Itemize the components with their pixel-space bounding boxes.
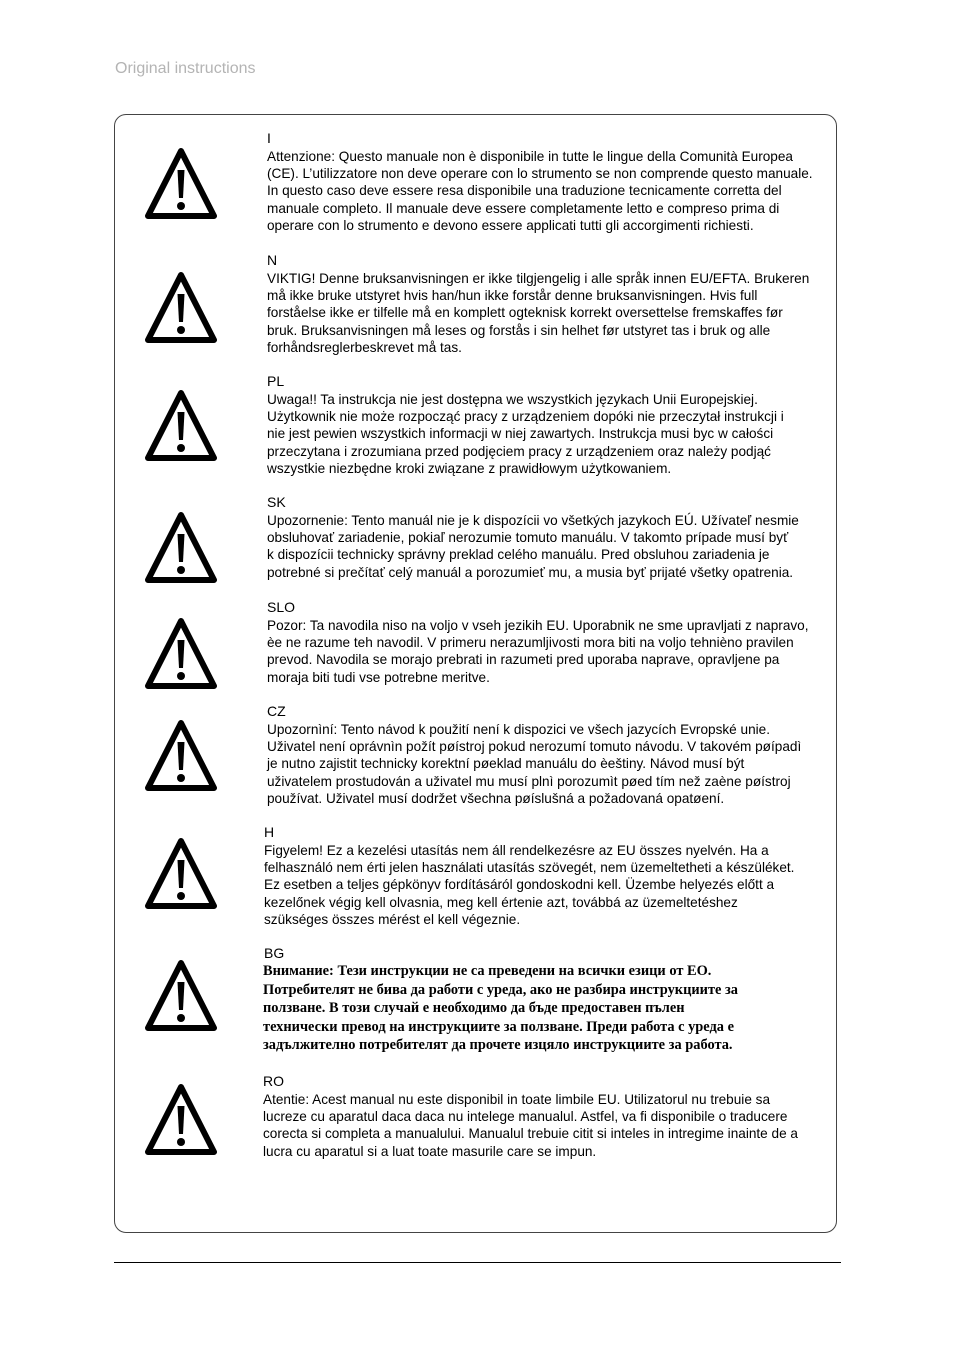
warning-text-line: je nutno zajistit technicky korektní pøeklad manuálu do èeštiny. Návod musí být [267, 756, 745, 772]
warning-text-line: prevod. Navodila se morajo prebrati in razumeti pred uporaba naprave, opravljene pa [267, 652, 780, 668]
warning-text-line: forhåndsreglerbeskrevet må tas. [267, 339, 462, 355]
warning-text-line: задължително потребителят да прочете изцяло инструкциите за работа. [263, 1037, 733, 1054]
warning-triangle-icon [144, 616, 218, 690]
language-code: CZ [267, 703, 286, 719]
warning-text-line: Upozornenie: Tento manuál nie je k dispozícii vo všetkých jazykoch EÚ. Užívateľ nesmie [267, 513, 799, 528]
language-code: SLO [267, 599, 296, 615]
warning-text-line: Ez esetben a teljes gépkönyv fordításáról gondoskodni kell. Üzembe helyezés előtt a [264, 877, 775, 893]
warning-text-line: používat. Uživatel musí dodržet všechna pøíslušná a požadovaná opatøení. [267, 790, 725, 806]
warning-text [267, 512, 799, 581]
warning-text-line: èe ne razume teh navodil. V primeru nerazumljivosti mora biti na voljo tehnièno pravilen [267, 635, 794, 651]
warning-triangle-icon [144, 836, 218, 910]
warning-text-line: технически превод на инструкциите за ползване. Преди работа с уреда е [263, 1018, 734, 1035]
warning-text-line: operare con lo strumento e devono essere applicati tutti gli accorgimenti richiesti. [267, 217, 754, 233]
warning-text [267, 270, 809, 356]
language-code: RO [263, 1073, 284, 1089]
warning-triangle-icon [144, 146, 218, 220]
warning-text [267, 148, 813, 234]
warning-text-line: In questo caso deve essere resa disponibile una traduzione tecnicamente corretta del [267, 183, 782, 199]
language-code: SK [267, 494, 286, 510]
warning-text-line: potrebné si prečítať celý manuál a porozumieť mu, a musia byť prijaté všetky opatrenia. [267, 564, 794, 580]
warning-text-line: Atentie: Acest manual nu este disponibil in toate limbile EU. Utilizatorul nu trebuie sa [263, 1092, 771, 1107]
warning-text [267, 721, 801, 807]
language-code: N [267, 252, 278, 268]
warning-text-line: bruk. Bruksanvisningen må leses og forstås i sin helhet før utstyret tas i bruk og alle [267, 322, 771, 338]
warning-text-line: wszystkie niezbędne kroki związane z prawidłowym użytkowaniem. [267, 460, 672, 476]
warning-text-line: lucra cu aparatul si a luat toate masurile care se impun. [263, 1143, 597, 1159]
warning-text-line: (CE). L’utilizzatore non deve operare con lo strumento se non comprende questo manuale. [267, 166, 813, 182]
warning-text-line: obsluhovať zariadenie, pokiaľ nerozumie tomuto manuálu. V takomto prípade musí byť [267, 530, 789, 546]
warning-text-line: Attenzione: Questo manuale non è disponibile in tutte le lingue della Comunità Europea [267, 149, 793, 164]
warning-text-line: felhasználó nem érti jelen használati utasítás szövegét, nem üzemeltetheti a készüléket. [264, 860, 795, 876]
language-code: I [267, 130, 271, 146]
warning-text-line: corecta si completa a manualului. Manualul trebuie citit si inteles in intregime inainte de a [263, 1126, 798, 1142]
warning-text-line: szükséges összes mérést el kell végeznie. [264, 911, 521, 927]
warning-text-line: lucreze cu aparatul daca daca nu intelege manualul. Astfel, va fi disponibile o traducere [263, 1109, 788, 1125]
footer-divider [114, 1262, 841, 1263]
warning-text-line: må ikke bruke utstyret hvis han/hun ikke forstår denne bruksanvisningen. Hvis full [267, 288, 758, 304]
warning-text [267, 391, 784, 477]
warning-text-line: Pozor: Ta navodila niso na voljo v vseh jezikih EU. Uporabnik ne sme upravljati z napravo, [267, 618, 809, 633]
warning-text-line: ползване. В този случай е необходимо да бъде предоставен пълен [263, 1000, 685, 1017]
warning-text-line: forståelse ikke er tilfelle må en komplett ogteknisk korrekt oversettelse fremskaffes før [267, 305, 783, 321]
language-code: BG [264, 945, 285, 961]
warning-text-line: Figyelem! Ez a kezelési utasítás nem áll rendelkezésre az EU összes nyelvén. Ha a [264, 843, 769, 858]
warning-triangle-icon [144, 388, 218, 462]
warning-text-line: Внимание: Тези инструкции не са преведени на всички езици от ЕО. [263, 963, 712, 979]
warning-text-line: Upozornìní: Tento návod k použití není k dispozici ve všech jazycích Evropské unie. [267, 722, 770, 737]
warning-text-line: manuale completo. Il manuale deve essere completamente letto e compreso prima di [267, 200, 780, 216]
language-code: PL [267, 373, 285, 389]
warning-triangle-icon [144, 270, 218, 344]
warning-text-line: moraja biti tudi vse potrebne meritve. [267, 669, 490, 685]
warning-text-line: nie jest pewien wszystkich informacji w niej zawartych. Instrukcja musi byc w całości [267, 426, 774, 442]
warning-triangle-icon [144, 958, 218, 1032]
warning-text-line: Потребителят не бива да работи с уреда, ако не разбира инструкциите за [263, 981, 738, 998]
warning-triangle-icon [144, 510, 218, 584]
warning-text-line: przeczytana i zrozumiana przed podjęciem pracy z urządzeniem oraz należy podjąć [267, 443, 771, 459]
warning-text-line: uživatelem prostudován a uživatel mu musí plnì porozumìt pøed tím než zaène pøístroj [267, 773, 791, 789]
warning-triangle-icon [144, 718, 218, 792]
warning-triangle-icon [144, 1082, 218, 1156]
warning-text-line: kezelőnek végig kell olvasnia, meg kell értenie azt, továbbá az üzemeltetéshez [264, 894, 738, 910]
warning-text-line: k dispozícii technicky správny preklad celého manuálu. Pred obsluhou zariadenia je [267, 547, 770, 563]
page-header-title: Original instructions [115, 60, 256, 77]
warning-text [263, 962, 738, 1055]
warning-text-line: Użytkownik nie może rozpocząć pracy z urządzeniem dopóki nie przeczytał instrukcji i [267, 409, 784, 425]
warning-text-line: Uwaga!! Ta instrukcja nie jest dostępna we wszystkich językach Unii Europejskiej. [267, 392, 758, 407]
language-code: H [264, 824, 275, 840]
warning-text [263, 1091, 798, 1160]
warning-text-line: VIKTIG! Denne bruksanvisningen er ikke tilgjengelig i alle språk innen EU/EFTA. Brukeren [267, 271, 810, 286]
warning-text-line: Uživatel není oprávnìn požít pøístroj pokud nerozumí tomuto návodu. V takovém pøípadì [267, 739, 802, 755]
warning-text [264, 842, 794, 928]
warning-text [267, 617, 809, 686]
